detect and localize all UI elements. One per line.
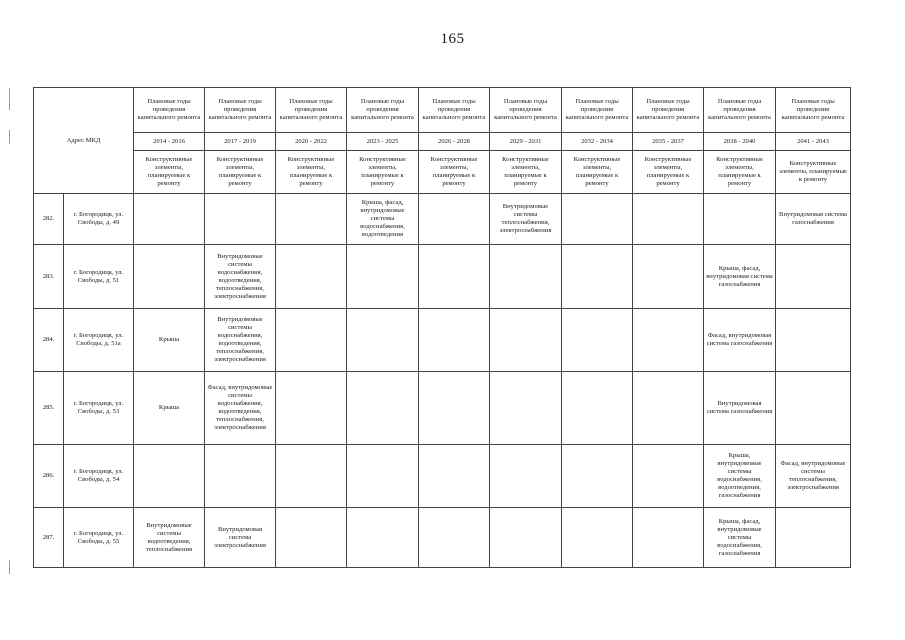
repair-elements-cell: Внутридомовая система газоснабжения	[704, 372, 776, 445]
repair-elements-cell	[633, 445, 704, 508]
repair-elements-cell	[776, 372, 851, 445]
repair-elements-cell	[490, 445, 562, 508]
period-title-header: Плановые годы проведения капитального ремонта	[347, 88, 419, 133]
repair-elements-cell	[419, 508, 490, 568]
period-years-header: 2014 - 2016	[134, 133, 205, 151]
period-elements-header: Конструктивные элементы, планируемые к ремонту	[347, 151, 419, 194]
repair-elements-cell	[562, 445, 633, 508]
row-number: 282.	[34, 194, 64, 245]
repair-elements-cell	[276, 309, 347, 372]
row-address: г. Богородицк, ул. Свободы, д. 51а	[64, 309, 134, 372]
repair-elements-cell: Внутридомовые системы водоотведения, теплоснабжения	[134, 508, 205, 568]
period-title-header: Плановые годы проведения капитального ремонта	[562, 88, 633, 133]
repair-elements-cell	[633, 372, 704, 445]
repair-elements-cell	[490, 372, 562, 445]
table-row	[34, 508, 851, 568]
period-title-header: Плановые годы проведения капитального ремонта	[134, 88, 205, 133]
repair-elements-cell: Внутридомовые системы водоснабжения, водоотведения, теплоснабжения, электроснабжения	[205, 309, 276, 372]
repair-elements-cell	[205, 445, 276, 508]
repair-elements-cell	[347, 445, 419, 508]
repair-elements-cell	[419, 245, 490, 309]
repair-elements-cell	[776, 309, 851, 372]
row-address: г. Богородицк, ул. Свободы, д. 51	[64, 245, 134, 309]
repair-elements-cell	[134, 445, 205, 508]
repair-elements-cell: Фасад, внутридомовые системы водоснабжения, водоотведения, теплоснабжения, электроснабжения	[205, 372, 276, 445]
table-row	[34, 445, 851, 508]
scan-edge-mark	[9, 130, 10, 144]
repair-elements-cell	[490, 245, 562, 309]
scan-edge-mark	[9, 88, 10, 110]
repair-elements-cell	[347, 508, 419, 568]
period-title-header: Плановые годы проведения капитального ремонта	[276, 88, 347, 133]
repair-elements-cell	[276, 445, 347, 508]
address-column-header	[34, 88, 134, 194]
row-number: 283.	[34, 245, 64, 309]
period-years-header: 2029 - 2031	[490, 133, 562, 151]
period-elements-header: Конструктивные элементы, планируемые к ремонту	[134, 151, 205, 194]
period-years-header: 2017 - 2019	[205, 133, 276, 151]
period-elements-header: Конструктивные элементы, планируемые к ремонту	[562, 151, 633, 194]
period-title-header: Плановые годы проведения капитального ремонта	[704, 88, 776, 133]
page-number: 165	[440, 31, 465, 47]
repair-elements-cell	[276, 194, 347, 245]
period-title-header: Плановые годы проведения капитального ремонта	[419, 88, 490, 133]
repair-elements-cell: Крыша	[134, 372, 205, 445]
period-years-header: 2032 - 2034	[562, 133, 633, 151]
row-address: г. Богородицк, ул. Свободы, д. 53	[64, 372, 134, 445]
period-elements-header: Конструктивные элементы, планируемые к ремонту	[490, 151, 562, 194]
repair-elements-cell	[419, 309, 490, 372]
period-elements-header: Конструктивные элементы, планируемые к ремонту	[633, 151, 704, 194]
repair-elements-cell: Внутридомовая система газоснабжения	[776, 194, 851, 245]
repair-elements-cell	[562, 194, 633, 245]
repair-elements-cell: Внутридомовые системы водоснабжения, водоотведения, теплоснабжения, электроснабжения	[205, 245, 276, 309]
period-elements-header: Конструктивные элементы, планируемые к ремонту	[419, 151, 490, 194]
capital-repair-table	[33, 87, 851, 568]
repair-elements-cell	[347, 372, 419, 445]
table-row	[34, 194, 851, 245]
repair-elements-cell	[776, 245, 851, 309]
table-row	[34, 309, 851, 372]
repair-elements-cell	[134, 245, 205, 309]
row-number: 285.	[34, 372, 64, 445]
scan-edge-mark	[9, 560, 10, 574]
repair-elements-cell: Крыша, фасад, внутридомовая система газоснабжения	[704, 245, 776, 309]
repair-elements-cell	[134, 194, 205, 245]
table-row	[34, 372, 851, 445]
repair-elements-cell	[347, 245, 419, 309]
repair-elements-cell	[633, 245, 704, 309]
repair-elements-cell: Крыша, фасад, внутридомовые системы водоснабжения, водоотведения	[347, 194, 419, 245]
table-row	[34, 245, 851, 309]
period-elements-header: Конструктивные элементы, планируемые к ремонту	[205, 151, 276, 194]
repair-elements-cell	[776, 508, 851, 568]
row-address: г. Богородицк, ул. Свободы, д. 49	[64, 194, 134, 245]
repair-elements-cell	[633, 309, 704, 372]
row-number: 284.	[34, 309, 64, 372]
period-elements-header: Конструктивные элементы, планируемые к ремонту	[704, 151, 776, 194]
period-title-header: Плановые годы проведения капитального ремонта	[776, 88, 851, 133]
repair-elements-cell	[633, 508, 704, 568]
repair-elements-cell	[562, 508, 633, 568]
row-number: 287.	[34, 508, 64, 568]
repair-elements-cell	[276, 372, 347, 445]
repair-elements-cell	[276, 245, 347, 309]
period-title-header: Плановые годы проведения капитального ремонта	[633, 88, 704, 133]
repair-elements-cell	[205, 194, 276, 245]
repair-elements-cell: Крыша, внутридомовые системы водоснабжения, водоотведения, газоснабжения	[704, 445, 776, 508]
period-years-header: 2038 - 2040	[704, 133, 776, 151]
repair-elements-cell	[704, 194, 776, 245]
address-header-label: Адрес МКД	[66, 136, 101, 144]
repair-elements-cell	[490, 309, 562, 372]
period-years-header: 2020 - 2022	[276, 133, 347, 151]
row-address: г. Богородицк, ул. Свободы, д. 55	[64, 508, 134, 568]
repair-elements-cell: Внутридомовая система электроснабжения	[205, 508, 276, 568]
repair-elements-cell	[276, 508, 347, 568]
period-elements-header: Конструктивные элементы, планируемые к ремонту	[276, 151, 347, 194]
repair-elements-cell	[562, 245, 633, 309]
period-title-header: Плановые годы проведения капитального ремонта	[490, 88, 562, 133]
period-years-header: 2035 - 2037	[633, 133, 704, 151]
repair-elements-cell	[562, 309, 633, 372]
row-number: 286.	[34, 445, 64, 508]
period-title-header: Плановые годы проведения капитального ремонта	[205, 88, 276, 133]
row-address: г. Богородицк, ул. Свободы, д. 54	[64, 445, 134, 508]
repair-elements-cell	[347, 309, 419, 372]
repair-elements-cell: Крыша, фасад, внутридомовые системы водоснабжения, газоснабжения	[704, 508, 776, 568]
repair-elements-cell	[490, 508, 562, 568]
repair-elements-cell	[562, 372, 633, 445]
repair-elements-cell	[419, 194, 490, 245]
repair-elements-cell: Внутридомовые системы теплоснабжения, электроснабжения	[490, 194, 562, 245]
period-years-header: 2026 - 2028	[419, 133, 490, 151]
period-elements-header: Конструктивные элементы, планируемые к ремонту	[776, 151, 851, 194]
repair-elements-cell: Фасад, внутридомовые системы теплоснабжения, электроснабжения	[776, 445, 851, 508]
repair-elements-cell	[419, 445, 490, 508]
repair-elements-cell: Крыша	[134, 309, 205, 372]
repair-elements-cell: Фасад, внутридомовая система газоснабжения	[704, 309, 776, 372]
repair-elements-cell	[419, 372, 490, 445]
period-years-header: 2041 - 2043	[776, 133, 851, 151]
period-years-header: 2023 - 2025	[347, 133, 419, 151]
repair-elements-cell	[633, 194, 704, 245]
